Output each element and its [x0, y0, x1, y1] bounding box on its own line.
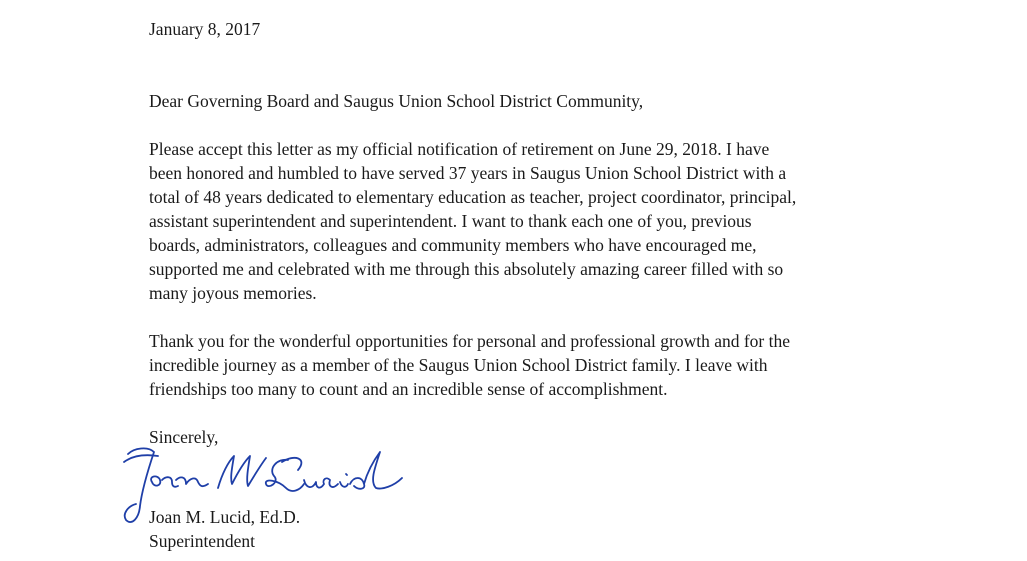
paragraph-line: Thank you for the wonderful opportunities for personal and professional growth and for the: [149, 331, 791, 351]
paragraph-line: incredible journey as a member of the Saugus Union School District family. I leave with: [149, 355, 768, 375]
signer-title: Superintendent: [149, 531, 255, 551]
salutation: Dear Governing Board and Saugus Union School District Community,: [149, 91, 644, 111]
signer-block: [149, 505, 300, 553]
letter-date: January 8, 2017: [149, 19, 261, 39]
paragraph-line: friendships too many to count and an incredible sense of accomplishment.: [149, 379, 668, 399]
paragraph-line: been honored and humbled to have served 37 years in Saugus Union School District with a: [149, 163, 787, 183]
paragraph-line: total of 48 years dedicated to elementary education as teacher, project coordinator, principal,: [149, 187, 797, 207]
paragraph-line: Please accept this letter as my official notification of retirement on June 29, 2018. I have: [149, 139, 770, 159]
letter-body: [149, 17, 929, 449]
signer-name: Joan M. Lucid, Ed.D.: [149, 507, 301, 527]
paragraph-retirement: [149, 137, 929, 305]
closing: Sincerely,: [149, 427, 219, 447]
paragraph-line: assistant superintendent and superintendent. I want to thank each one of you, previous: [149, 211, 752, 231]
paragraph-line: many joyous memories.: [149, 283, 317, 303]
paragraph-thanks: [149, 329, 929, 401]
paragraph-line: boards, administrators, colleagues and community members who have encouraged me,: [149, 235, 757, 255]
paragraph-line: supported me and celebrated with me through this absolutely amazing career filled with so: [149, 259, 784, 279]
